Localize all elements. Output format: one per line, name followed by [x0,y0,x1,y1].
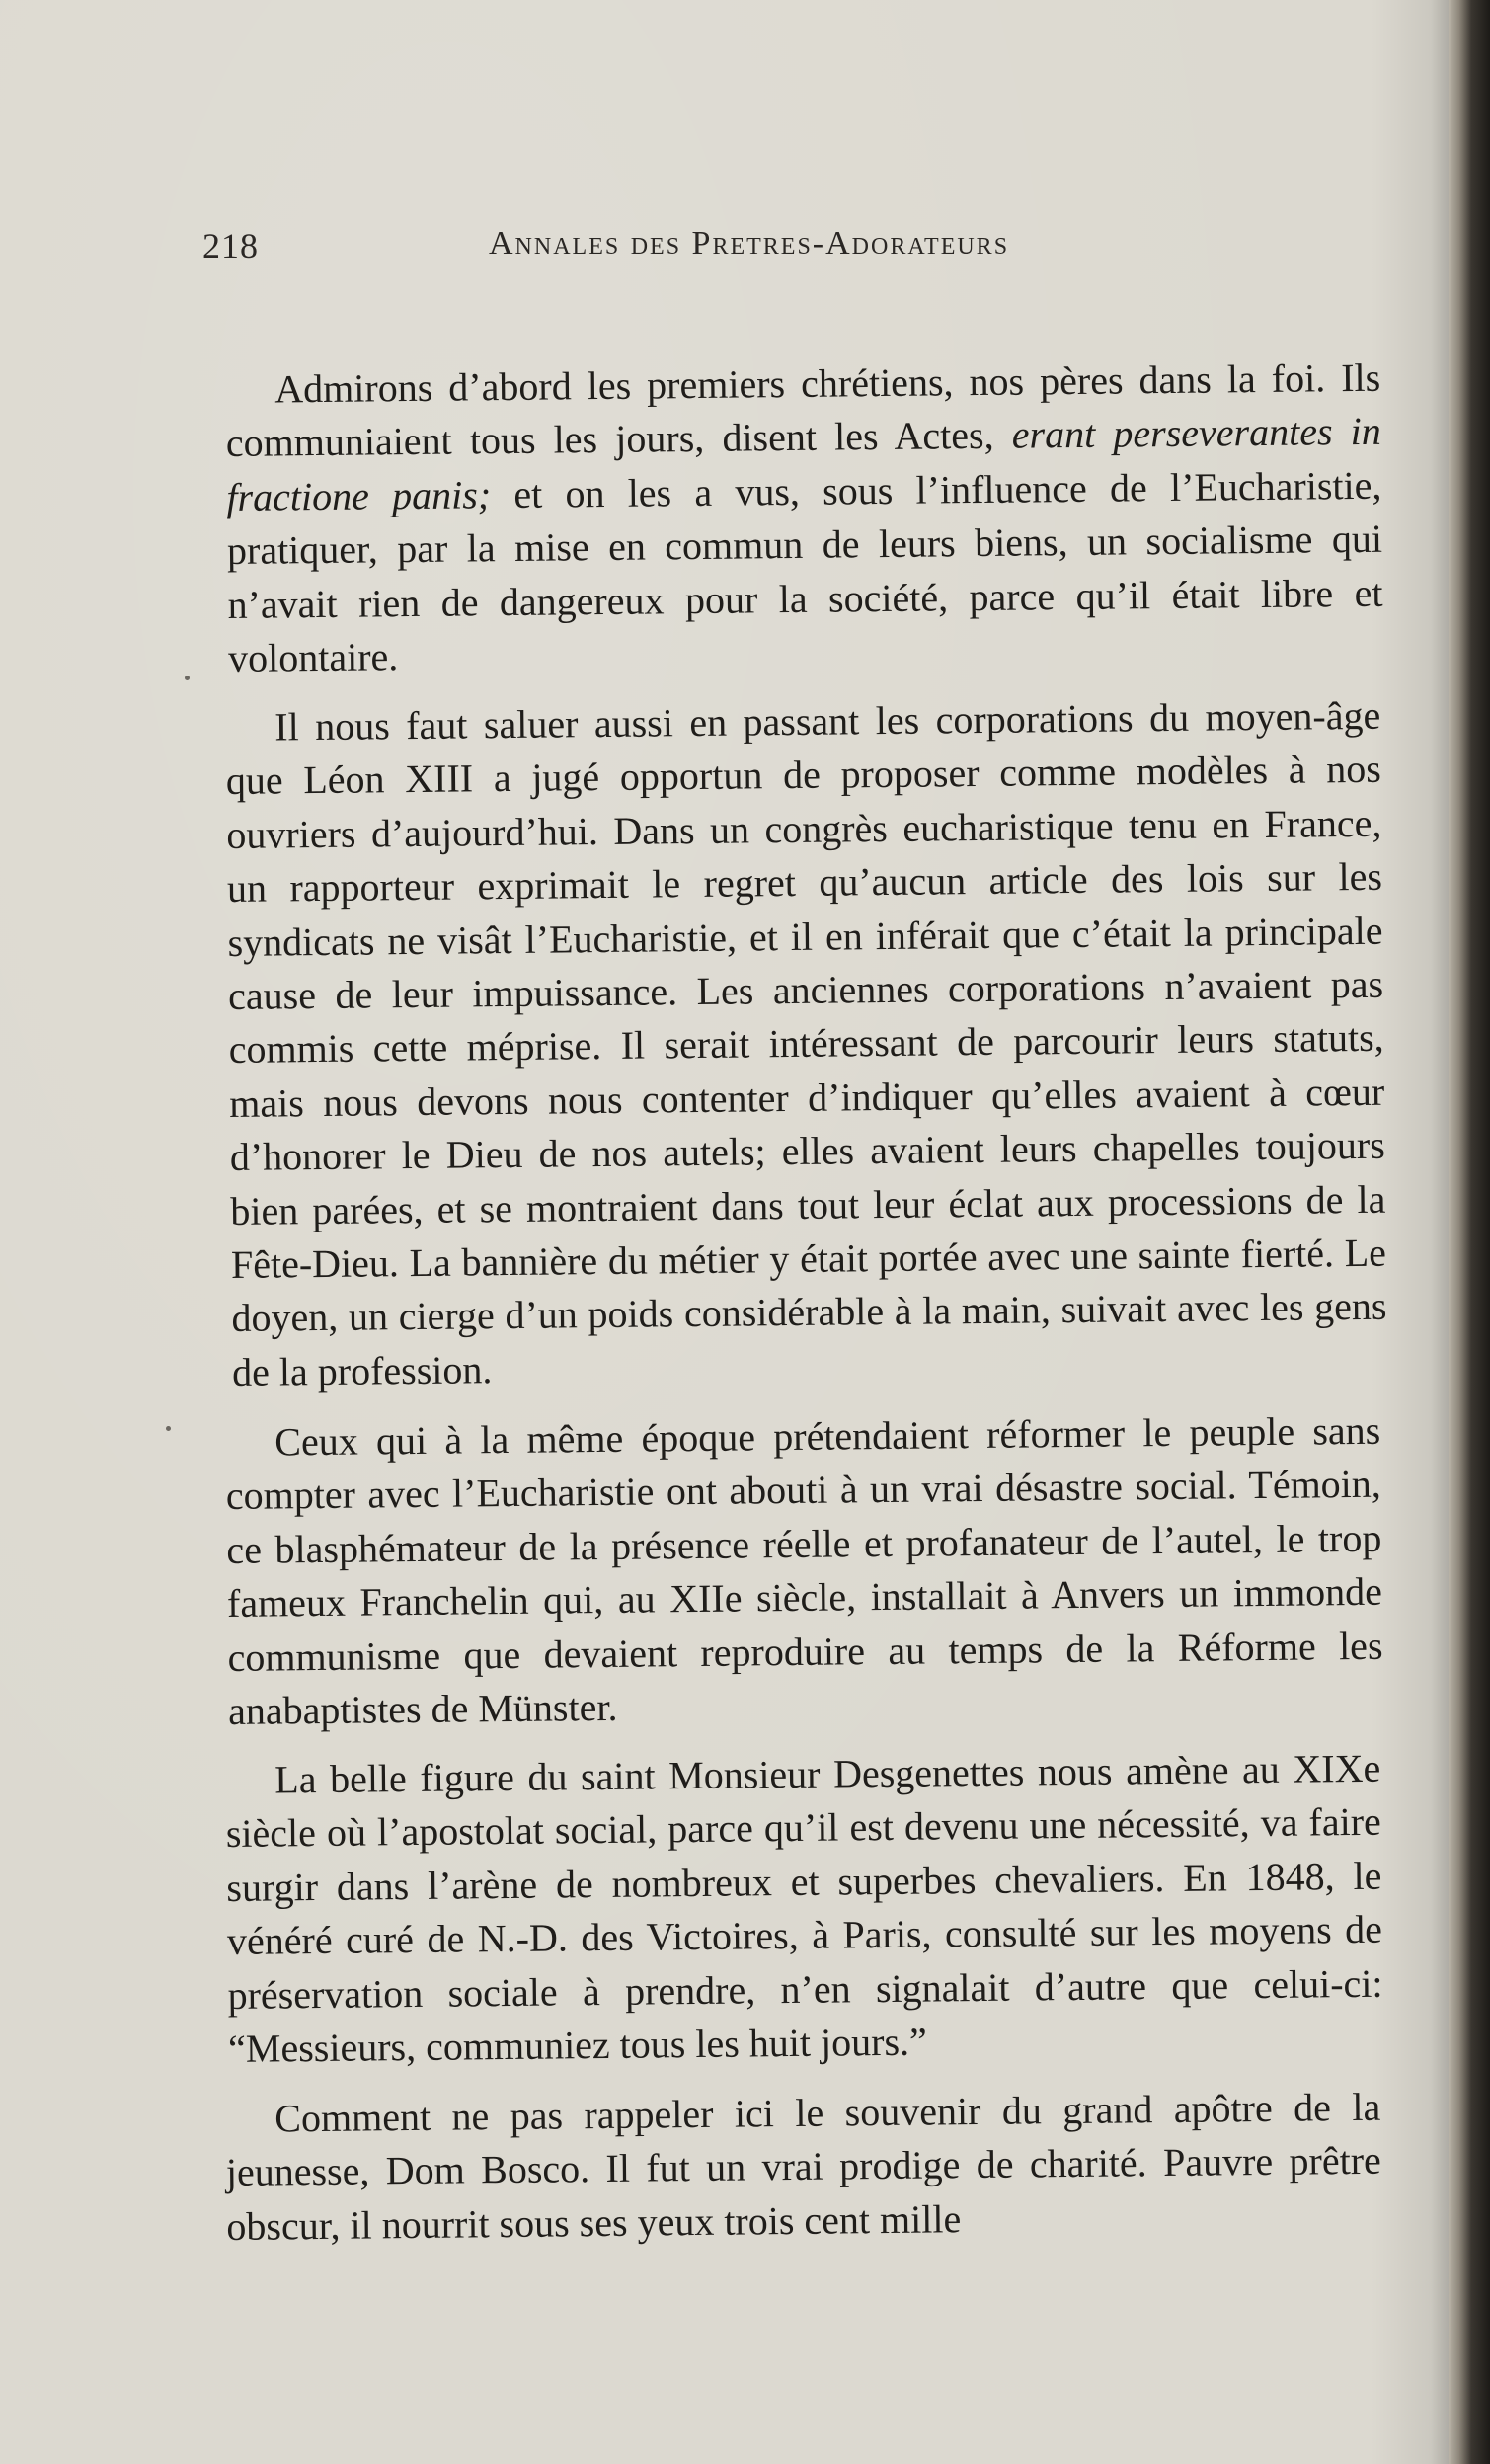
binding-edge [1449,0,1490,2464]
latin-quotation: erant perseverantes in fractione panis; [226,409,1382,519]
paragraph-1-text-end: et on les a vus, sous l’influence de l’Eucharistie, pratiquer, par la mise en commun de leurs biens, un socialisme qui n’avait rien de dangereux pour la société, parce qu’il était libre et volontaire. [226,462,1383,681]
paragraph-2: Il nous faut saluer aussi en passant les corporations du moyen-âge que Léon XIII a jugé opportun de proposer comme modèles à nos ouvriers d’aujourd’hui. Dans un congrès eucharistique tenu en France, un rapporteur exprimait le regret qu’aucun article des lois sur les syndicats ne visât l’Eucharistie, et il en inférait que c’était la principale cause de leur impuissance. Les anciennes corporations n’avaient pas commis cette méprise. Il serait intéressant de parcourir leurs statuts, mais nous devons nous contenter d’indiquer qu’elles avaient à cœur d’honorer le Dieu de nos autels; elles avaient leurs chapelles toujours bien parées, et se montraient dans tout leur éclat aux processions de la Fête-Dieu. La bannière du métier y était portée avec une sainte fierté. Le doyen, un cierge d’un poids considérable à la main, suivait avec les gens de la profession. [225,693,1387,1395]
paragraph-5: Comment ne pas rappeler ici le souvenir du grand apôtre de la jeunesse, Dom Bosco. Il fut un vrai prodige de charité. Pauvre prêtre obscur, il nourrit sous ses yeux trois cent mille [225,2084,1382,2249]
ink-speck [185,676,190,680]
paragraph-1 [225,352,1383,686]
binding-shadow [1431,0,1449,2464]
running-title: Annales des Pretres-Adorateurs [489,225,1010,262]
running-head [202,225,1368,284]
ink-speck [166,1426,171,1431]
paragraph-3: Ceux qui à la même époque prétendaient réformer le peuple sans compter avec l’Eucharistie ont abouti à un vrai désastre social. Témoin, ce blasphémateur de la présence réelle et profanateur de l’autel, le trop fameux Franchelin qui, au XIIe siècle, installait à Anvers un immonde communisme que devaient reproduire au temps de la Réforme les anabaptistes de Münster. [225,1407,1383,1733]
page-number: 218 [202,226,259,266]
body-text [225,355,1387,2269]
paragraph-1-text-start: Admirons d’abord les premiers chrétiens, nos pères dans la foi. Ils communiaient tous les jours, disent les Actes, [225,355,1381,466]
paragraph-4: La belle figure du saint Monsieur Desgenettes nous amène au XIXe siècle où l’apostolat social, parce qu’il est devenu une nécessité, va faire surgir dans l’arène de nombreux et superbes chevaliers. En 1848, le vénéré curé de N.-D. des Victoires, à Paris, consulté sur les moyens de préservation sociale à prendre, n’en signalait d’autre que celui-ci: “Messieurs, communiez tous les huit jours.” [225,1745,1383,2072]
